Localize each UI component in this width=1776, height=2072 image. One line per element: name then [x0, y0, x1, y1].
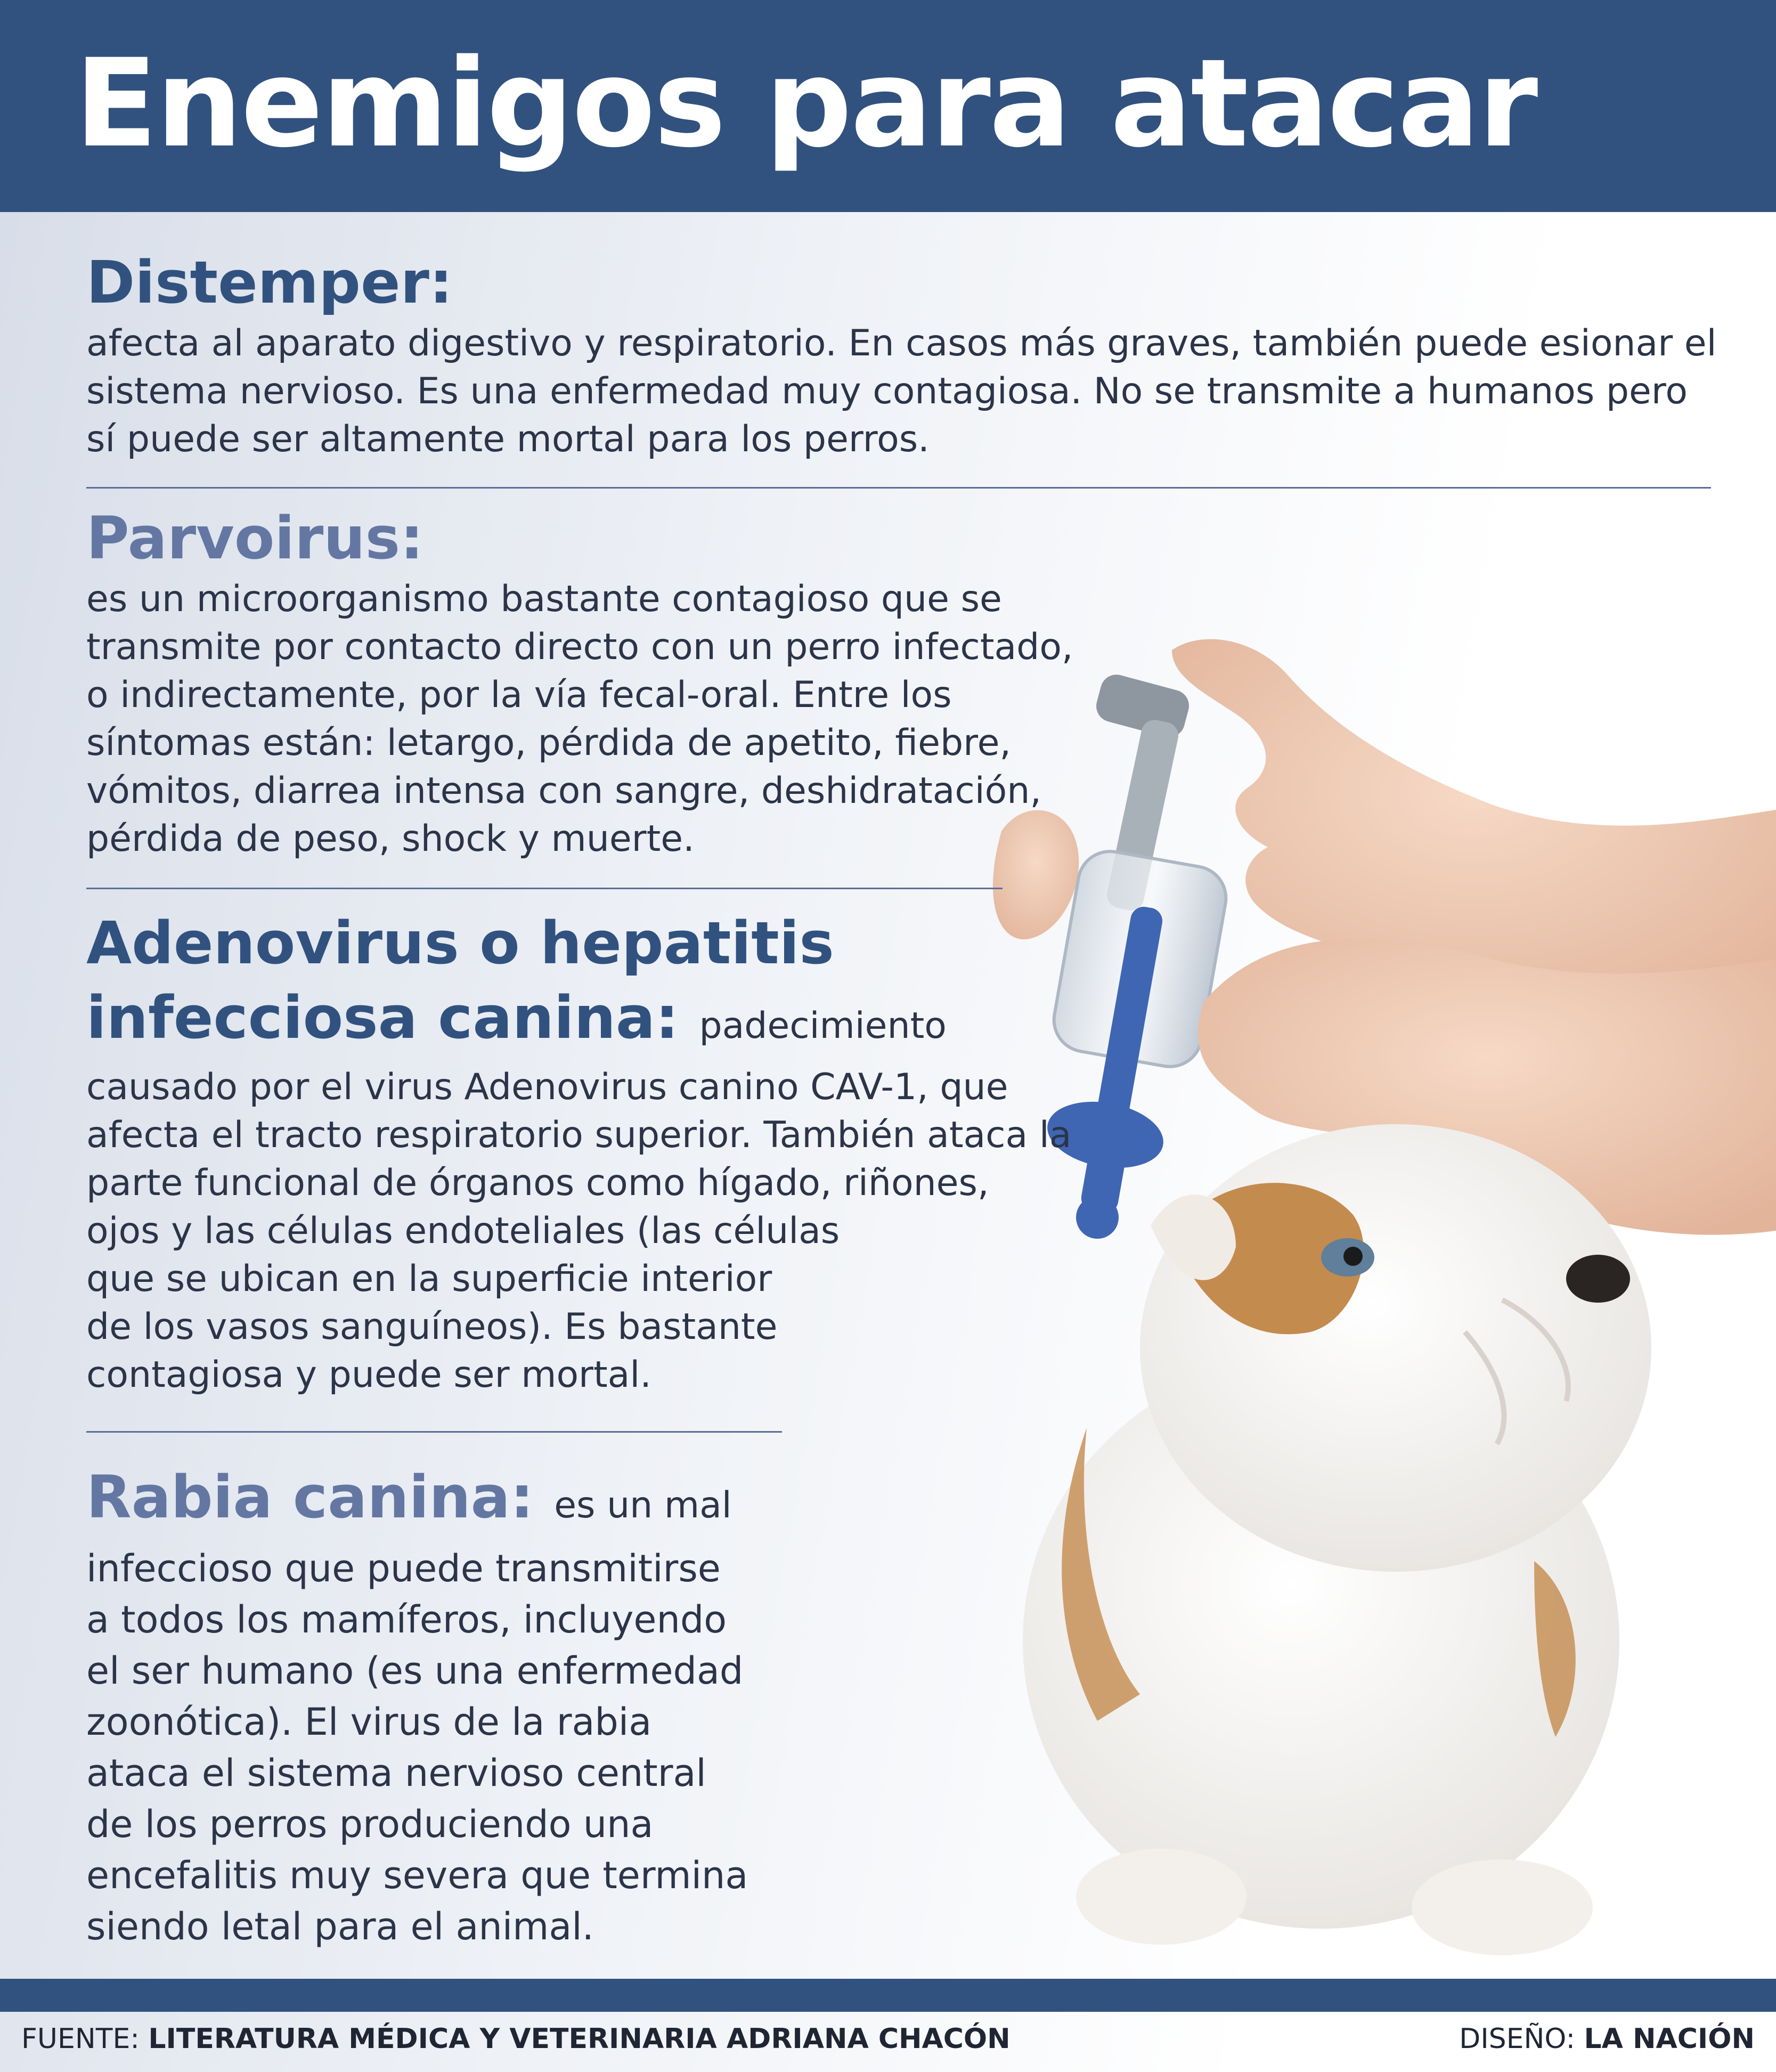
design-text: LA NACIÓN — [1584, 2023, 1755, 2055]
section-distemper — [86, 245, 1717, 464]
section-rabia — [86, 1460, 748, 1952]
divider-2 — [86, 888, 1003, 889]
adenovirus-title-line2 — [86, 980, 1071, 1063]
footer-source — [21, 2020, 1011, 2058]
parvovirus-title: Parvoirus: — [86, 504, 424, 572]
adenovirus-title-line1: Adenovirus o hepatitis — [86, 909, 834, 977]
header-banner — [0, 0, 1776, 212]
adenovirus-body: causado por el virus Adenovirus canino CAV-1, que afecta el tracto respiratorio superior. También ataca la parte funcional de órganos como hígado, riñones, ojos y las células endoteliales (las células que se ubican en la superficie interior de los vasos sanguíneos). Es bastante contagiosa y puede ser mortal. — [86, 1066, 1072, 1396]
design-label: DISEÑO: — [1459, 2023, 1575, 2055]
divider-1 — [86, 487, 1711, 489]
adenovirus-inline-text: padecimiento — [699, 1005, 947, 1047]
section-adenovirus — [86, 906, 1071, 1399]
section-parvovirus — [86, 501, 1073, 863]
adenovirus-title-line2-text: infecciosa canina: — [86, 984, 679, 1052]
source-label: FUENTE: — [21, 2023, 140, 2055]
rabia-body: infeccioso que puede transmitirse a todos los mamíferos, incluyendo el ser humano (es una enfermedad zoonótica). El virus de la rabia ataca el sistema nervioso central de los perros produciendo una encefalitis muy severa que termina siendo letal para el animal. — [86, 1547, 748, 1948]
footer-design — [1459, 2020, 1755, 2058]
parvovirus-body: es un microorganismo bastante contagioso que se transmite por contacto directo con un perro infectado, o indirectamente, por la vía fecal-oral. Entre los síntomas están: letargo, pérdida de apetito, fiebre, vómitos, diarrea intensa con sangre, deshidratación, pérdida de peso, shock y muerte. — [86, 578, 1073, 860]
rabia-inline-text: es un mal — [554, 1484, 732, 1526]
divider-3 — [86, 1431, 782, 1433]
bulldog-puppy-illustration — [1023, 1124, 1651, 1955]
source-text: LITERATURA MÉDICA Y VETERINARIA ADRIANA CHACÓN — [148, 2023, 1011, 2055]
rabia-title-line — [86, 1460, 748, 1543]
footer-bar — [0, 1979, 1776, 2012]
rabia-title: Rabia canina: — [86, 1463, 534, 1531]
page-title: Enemigos para atacar — [75, 32, 1537, 174]
distemper-body: afecta al aparato digestivo y respiratorio. En casos más graves, también puede esionar el sistema nervioso. Es una enfermedad muy contagiosa. No se transmite a humanos pero sí puede ser altamente mortal para los perros. — [86, 322, 1717, 460]
distemper-title: Distemper: — [86, 248, 453, 316]
